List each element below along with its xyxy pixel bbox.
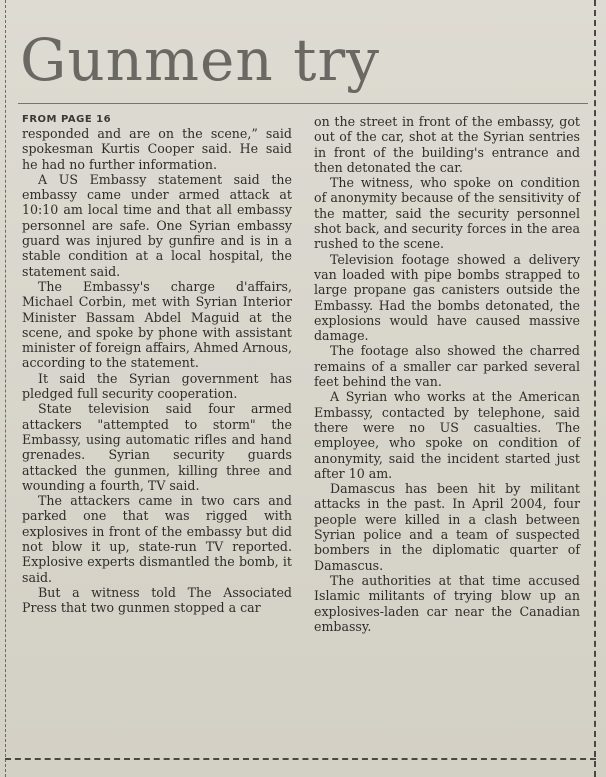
paragraph: Television footage showed a delivery van loaded with pipe bombs strapped to large propane gas canisters outside the Embassy. Had the bombs detonated, the explosions would have caused massive damage. bbox=[314, 251, 580, 344]
paragraph: responded and are on the scene,” said spokesman Kurtis Cooper said. He said he had no further information. bbox=[22, 126, 292, 172]
paragraph: A US Embassy statement said the embassy came under armed attack at 10:10 am local time and that all embassy personnel are safe. One Syrian embassy guard was injured by gunfire and is in a stable condition at a local hospital, the statement said. bbox=[22, 171, 292, 279]
paragraph: State television said four armed attackers "attempted to storm" the Embassy, using automatic rifles and hand grenades. Syrian security guards attacked the gunmen, killing three and wounding a fourth, TV said. bbox=[22, 401, 292, 493]
article-column-left bbox=[22, 114, 292, 616]
paragraph: The Embassy's charge d'affairs, Michael Corbin, met with Syrian Interior Minister Bassam Abdel Maguid at the scene, and spoke by phone with assistant minister of foreign affairs, Ahmed Arnous, according to the statement. bbox=[22, 278, 292, 371]
paragraph: The authorities at that time accused Islamic militants of trying blow up an explosives-laden car near the Canadian embassy. bbox=[314, 572, 580, 634]
continuation-kicker: FROM PAGE 16 bbox=[22, 114, 112, 125]
paragraph: It said the Syrian government has pledged full security cooperation. bbox=[22, 370, 292, 402]
paragraph: on the street in front of the embassy, got out of the car, shot at the Syrian sentries in front of the building's entrance and then detonated the car. bbox=[314, 114, 580, 175]
paragraph: The footage also showed the charred remains of a smaller car parked several feet behind the van. bbox=[314, 343, 580, 390]
cut-line-left bbox=[5, 0, 6, 777]
paragraph: But a witness told The Associated Press that two gunmen stopped a car bbox=[22, 584, 292, 616]
headline: Gunmen try bbox=[20, 26, 380, 94]
paragraph: The attackers came in two cars and parked one that was rigged with explosives in front of the embassy but did not blow it up, state-run TV reported. Explosive experts dismantled the bomb, it said. bbox=[22, 493, 292, 585]
paragraph: Damascus has been hit by militant attacks in the past. In April 2004, four people were killed in a clash between Syrian police and a team of suspected bombers in the diplomatic quarter of Damascus. bbox=[314, 481, 580, 573]
article-column-right bbox=[314, 114, 580, 634]
cut-line-right bbox=[594, 0, 596, 777]
headline-rule bbox=[18, 103, 588, 104]
paragraph: A Syrian who works at the American Embassy, contacted by telephone, said there were no US casualties. The employee, who spoke on condition of anonymity, said the incident started just after 10 am. bbox=[314, 389, 580, 481]
paragraph: The witness, who spoke on condition of anonymity because of the sensitivity of the matter, said the security personnel shot back, and security forces in the area rushed to the scene. bbox=[314, 175, 580, 252]
cut-line-bottom bbox=[5, 758, 596, 760]
